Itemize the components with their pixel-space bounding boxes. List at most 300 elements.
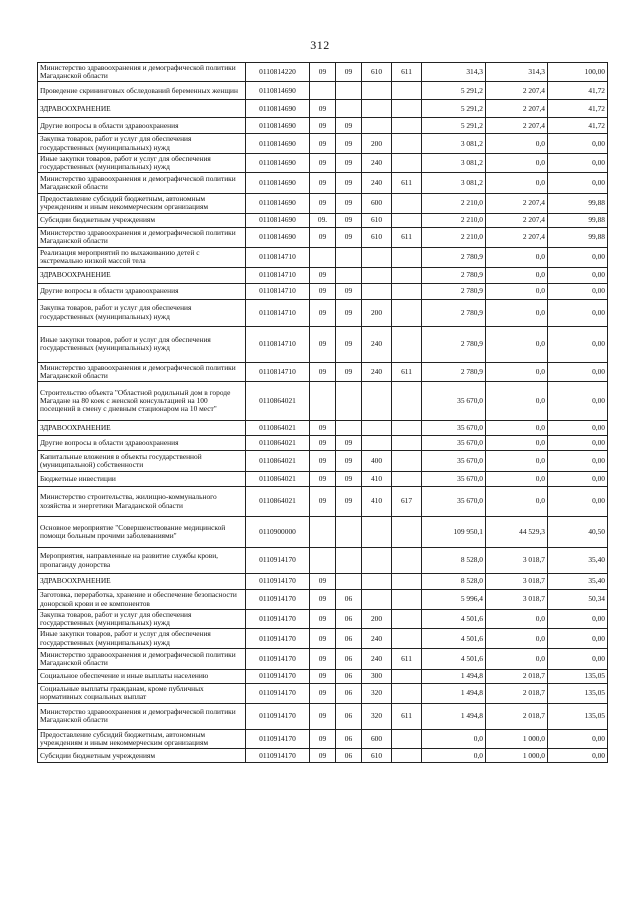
row-executed: 2 207,4 [486, 227, 548, 247]
row-planned: 35 670,0 [422, 382, 486, 421]
row-code: 0110864021 [246, 382, 310, 421]
row-section: 09 [310, 683, 336, 703]
table-row [38, 283, 608, 299]
row-executed: 2 207,4 [486, 100, 548, 118]
row-section: 09 [310, 436, 336, 451]
row-section: 09 [310, 610, 336, 629]
row-section: 09 [310, 648, 336, 669]
table-row [38, 153, 608, 172]
row-expense-type: 240 [362, 153, 392, 172]
row-expense-type: 600 [362, 194, 392, 213]
row-ministry-code [392, 574, 422, 590]
table-row [38, 749, 608, 763]
row-percent: 35,40 [548, 574, 608, 590]
row-percent: 0,00 [548, 134, 608, 153]
row-subsection [336, 548, 362, 574]
row-section: 09 [310, 451, 336, 472]
row-ministry-code: 611 [392, 648, 422, 669]
row-percent: 0,00 [548, 382, 608, 421]
table-row [38, 173, 608, 194]
row-section: 09 [310, 100, 336, 118]
row-subsection: 06 [336, 703, 362, 729]
row-expense-type: 240 [362, 362, 392, 381]
row-subsection: 09 [336, 451, 362, 472]
row-code: 0110814690 [246, 213, 310, 227]
row-code: 0110814690 [246, 194, 310, 213]
row-subsection: 09 [336, 153, 362, 172]
row-planned: 4 501,6 [422, 610, 486, 629]
row-code: 0110814710 [246, 326, 310, 362]
row-executed: 2 207,4 [486, 118, 548, 134]
row-name: Реализация мероприятий по выхаживанию детей с экстремально низкой массой тела [38, 247, 246, 267]
row-subsection: 06 [336, 683, 362, 703]
row-subsection: 09 [336, 299, 362, 326]
row-name: ЗДРАВООХРАНЕНИЕ [38, 574, 246, 590]
row-ministry-code [392, 153, 422, 172]
row-subsection: 09 [336, 487, 362, 517]
row-ministry-code [392, 590, 422, 610]
row-code: 0110914170 [246, 629, 310, 648]
table-row [38, 326, 608, 362]
row-executed: 0,0 [486, 472, 548, 487]
row-ministry-code [392, 100, 422, 118]
table-row [38, 100, 608, 118]
row-subsection: 09 [336, 134, 362, 153]
row-percent: 0,00 [548, 487, 608, 517]
row-planned: 4 501,6 [422, 629, 486, 648]
row-executed: 0,0 [486, 487, 548, 517]
row-name: Министерство строительства, жилищно-коммунального хозяйства и энергетики Магаданской области [38, 487, 246, 517]
row-percent: 0,00 [548, 283, 608, 299]
row-subsection: 09 [336, 63, 362, 82]
table-row [38, 472, 608, 487]
row-executed: 44 529,3 [486, 517, 548, 548]
row-executed: 0,0 [486, 247, 548, 267]
row-section: 09 [310, 472, 336, 487]
row-planned: 35 670,0 [422, 487, 486, 517]
table-row [38, 451, 608, 472]
row-planned: 0,0 [422, 729, 486, 748]
row-name: Иные закупки товаров, работ и услуг для обеспечения государственных (муниципальных) нужд [38, 153, 246, 172]
row-code: 0110914170 [246, 669, 310, 683]
row-name: Проведение скрининговых обследований беременных женщин [38, 82, 246, 100]
row-section: 09 [310, 421, 336, 436]
row-ministry-code [392, 267, 422, 283]
row-expense-type [362, 517, 392, 548]
row-subsection: 06 [336, 590, 362, 610]
row-executed: 0,0 [486, 629, 548, 648]
table-row [38, 118, 608, 134]
table-row [38, 213, 608, 227]
row-code: 0110814690 [246, 173, 310, 194]
row-percent: 0,00 [548, 436, 608, 451]
row-planned: 1 494,8 [422, 683, 486, 703]
row-code: 0110814710 [246, 362, 310, 381]
row-expense-type: 200 [362, 134, 392, 153]
row-executed: 0,0 [486, 326, 548, 362]
row-executed: 3 018,7 [486, 590, 548, 610]
row-ministry-code [392, 629, 422, 648]
row-executed: 0,0 [486, 299, 548, 326]
row-subsection [336, 421, 362, 436]
row-expense-type: 240 [362, 629, 392, 648]
row-planned: 4 501,6 [422, 648, 486, 669]
row-subsection [336, 247, 362, 267]
row-section: 09 [310, 153, 336, 172]
row-subsection: 09 [336, 362, 362, 381]
row-section: 09 [310, 267, 336, 283]
row-code: 0110914170 [246, 749, 310, 763]
table-row [38, 703, 608, 729]
table-row [38, 267, 608, 283]
row-code: 0110914170 [246, 610, 310, 629]
row-executed: 1 000,0 [486, 729, 548, 748]
row-percent: 0,00 [548, 610, 608, 629]
row-code: 0110864021 [246, 436, 310, 451]
row-expense-type: 600 [362, 729, 392, 748]
row-expense-type [362, 247, 392, 267]
row-section: 09 [310, 227, 336, 247]
row-percent: 135,05 [548, 703, 608, 729]
table-body [38, 63, 608, 763]
row-expense-type: 300 [362, 669, 392, 683]
row-subsection [336, 82, 362, 100]
row-executed: 2 018,7 [486, 703, 548, 729]
row-code: 0110814710 [246, 299, 310, 326]
row-code: 0110900000 [246, 517, 310, 548]
row-percent: 0,00 [548, 247, 608, 267]
row-section: 09 [310, 669, 336, 683]
row-expense-type: 240 [362, 326, 392, 362]
row-executed: 2 018,7 [486, 683, 548, 703]
row-ministry-code [392, 669, 422, 683]
table-row [38, 436, 608, 451]
row-expense-type [362, 283, 392, 299]
row-planned: 1 494,8 [422, 669, 486, 683]
row-planned: 35 670,0 [422, 451, 486, 472]
row-name: Строительство объекта "Областной родильный дом в городе Магадане на 80 коек с женской консультацией на 100 посещений в смену с дневным стационаром на 10 мест" [38, 382, 246, 421]
table-row [38, 487, 608, 517]
row-name: Социальное обеспечение и иные выплаты населению [38, 669, 246, 683]
row-planned: 2 780,9 [422, 326, 486, 362]
row-percent: 0,00 [548, 749, 608, 763]
row-planned: 8 528,0 [422, 548, 486, 574]
row-ministry-code: 611 [392, 362, 422, 381]
row-planned: 5 291,2 [422, 100, 486, 118]
row-ministry-code [392, 436, 422, 451]
row-section [310, 382, 336, 421]
row-planned: 5 291,2 [422, 118, 486, 134]
table-row [38, 669, 608, 683]
row-section: 09 [310, 118, 336, 134]
row-section: 09 [310, 283, 336, 299]
row-subsection [336, 574, 362, 590]
row-ministry-code [392, 134, 422, 153]
row-percent: 41,72 [548, 100, 608, 118]
table-row [38, 610, 608, 629]
row-planned: 109 950,1 [422, 517, 486, 548]
row-executed: 314,3 [486, 63, 548, 82]
row-name: Министерство здравоохранения и демографической политики Магаданской области [38, 362, 246, 381]
row-ministry-code [392, 213, 422, 227]
row-ministry-code [392, 382, 422, 421]
row-planned: 2 780,9 [422, 362, 486, 381]
row-section [310, 548, 336, 574]
row-section: 09. [310, 213, 336, 227]
row-name: Министерство здравоохранения и демографической политики Магаданской области [38, 63, 246, 82]
row-planned: 2 780,9 [422, 247, 486, 267]
row-ministry-code [392, 326, 422, 362]
row-code: 0110914170 [246, 729, 310, 748]
row-ministry-code [392, 421, 422, 436]
row-section: 09 [310, 749, 336, 763]
row-code: 0110864021 [246, 421, 310, 436]
row-section: 09 [310, 63, 336, 82]
row-code: 0110814690 [246, 118, 310, 134]
row-ministry-code [392, 517, 422, 548]
row-ministry-code [392, 610, 422, 629]
row-subsection: 09 [336, 118, 362, 134]
row-percent: 100,00 [548, 63, 608, 82]
row-percent: 0,00 [548, 648, 608, 669]
row-planned: 2 210,0 [422, 227, 486, 247]
row-executed: 2 207,4 [486, 213, 548, 227]
row-percent: 0,00 [548, 326, 608, 362]
row-expense-type [362, 421, 392, 436]
row-expense-type: 610 [362, 749, 392, 763]
row-subsection: 09 [336, 326, 362, 362]
row-name: Предоставление субсидий бюджетным, автономным учреждениям и иным некоммерческим организациям [38, 729, 246, 748]
row-subsection [336, 267, 362, 283]
row-subsection: 09 [336, 436, 362, 451]
row-executed: 0,0 [486, 362, 548, 381]
row-expense-type: 240 [362, 648, 392, 669]
row-ministry-code: 611 [392, 227, 422, 247]
row-expense-type: 200 [362, 610, 392, 629]
row-code: 0110914170 [246, 703, 310, 729]
row-code: 0110914170 [246, 574, 310, 590]
row-executed: 2 207,4 [486, 82, 548, 100]
row-name: Закупка товаров, работ и услуг для обеспечения государственных (муниципальных) нужд [38, 299, 246, 326]
row-name: Министерство здравоохранения и демографической политики Магаданской области [38, 703, 246, 729]
budget-table [37, 62, 608, 763]
row-subsection: 09 [336, 173, 362, 194]
table-row [38, 299, 608, 326]
row-subsection [336, 517, 362, 548]
row-subsection: 09 [336, 227, 362, 247]
row-code: 0110864021 [246, 472, 310, 487]
row-subsection: 06 [336, 669, 362, 683]
row-ministry-code [392, 118, 422, 134]
row-planned: 3 081,2 [422, 173, 486, 194]
row-executed: 0,0 [486, 153, 548, 172]
row-ministry-code: 611 [392, 173, 422, 194]
row-ministry-code [392, 451, 422, 472]
row-name: Социальные выплаты гражданам, кроме публичных нормативных социальных выплат [38, 683, 246, 703]
row-code: 0110864021 [246, 487, 310, 517]
row-planned: 3 081,2 [422, 134, 486, 153]
row-percent: 0,00 [548, 451, 608, 472]
row-code: 0110814690 [246, 153, 310, 172]
row-code: 0110814690 [246, 100, 310, 118]
row-percent: 0,00 [548, 629, 608, 648]
row-percent: 0,00 [548, 173, 608, 194]
row-executed: 0,0 [486, 382, 548, 421]
row-ministry-code: 611 [392, 63, 422, 82]
row-subsection: 06 [336, 629, 362, 648]
row-subsection: 06 [336, 729, 362, 748]
row-name: Иные закупки товаров, работ и услуг для обеспечения государственных (муниципальных) нужд [38, 629, 246, 648]
row-expense-type: 320 [362, 703, 392, 729]
table-row [38, 548, 608, 574]
row-name: Предоставление субсидий бюджетным, автономным учреждениям и иным некоммерческим организациям [38, 194, 246, 213]
row-section: 09 [310, 629, 336, 648]
row-expense-type: 610 [362, 227, 392, 247]
row-name: Капитальные вложения в объекты государственной (муниципальной) собственности [38, 451, 246, 472]
row-expense-type: 400 [362, 451, 392, 472]
row-percent: 0,00 [548, 729, 608, 748]
row-ministry-code [392, 194, 422, 213]
row-expense-type: 200 [362, 299, 392, 326]
row-subsection: 09 [336, 283, 362, 299]
row-subsection: 06 [336, 749, 362, 763]
row-subsection [336, 382, 362, 421]
row-executed: 0,0 [486, 436, 548, 451]
table-row [38, 134, 608, 153]
row-name: Другие вопросы в области здравоохранения [38, 436, 246, 451]
row-planned: 5 996,4 [422, 590, 486, 610]
row-percent: 0,00 [548, 299, 608, 326]
table-row [38, 517, 608, 548]
row-section: 09 [310, 194, 336, 213]
row-code: 0110814690 [246, 134, 310, 153]
row-planned: 8 528,0 [422, 574, 486, 590]
row-executed: 0,0 [486, 267, 548, 283]
row-executed: 0,0 [486, 134, 548, 153]
row-expense-type: 610 [362, 63, 392, 82]
row-expense-type [362, 118, 392, 134]
row-section: 09 [310, 703, 336, 729]
row-expense-type [362, 574, 392, 590]
table-row [38, 421, 608, 436]
row-percent: 41,72 [548, 118, 608, 134]
row-executed: 0,0 [486, 648, 548, 669]
row-name: Другие вопросы в области здравоохранения [38, 118, 246, 134]
row-ministry-code [392, 729, 422, 748]
row-expense-type: 410 [362, 487, 392, 517]
row-code: 0110814690 [246, 82, 310, 100]
row-subsection [336, 100, 362, 118]
table-row [38, 590, 608, 610]
row-percent: 50,34 [548, 590, 608, 610]
table-row [38, 227, 608, 247]
row-code: 0110914170 [246, 590, 310, 610]
row-planned: 2 780,9 [422, 283, 486, 299]
row-expense-type [362, 436, 392, 451]
row-code: 0110814690 [246, 227, 310, 247]
row-subsection: 06 [336, 610, 362, 629]
row-percent: 0,00 [548, 267, 608, 283]
row-expense-type [362, 82, 392, 100]
row-executed: 0,0 [486, 173, 548, 194]
row-expense-type [362, 590, 392, 610]
row-planned: 2 210,0 [422, 213, 486, 227]
row-code: 0110864021 [246, 451, 310, 472]
row-ministry-code: 611 [392, 703, 422, 729]
table-row [38, 648, 608, 669]
table-row [38, 247, 608, 267]
row-percent: 35,40 [548, 548, 608, 574]
row-name: ЗДРАВООХРАНЕНИЕ [38, 267, 246, 283]
row-section: 09 [310, 299, 336, 326]
row-executed: 3 018,7 [486, 574, 548, 590]
row-executed: 0,0 [486, 283, 548, 299]
row-name: Закупка товаров, работ и услуг для обеспечения государственных (муниципальных) нужд [38, 610, 246, 629]
row-code: 0110814710 [246, 283, 310, 299]
row-name: Министерство здравоохранения и демографической политики Магаданской области [38, 173, 246, 194]
row-section: 09 [310, 134, 336, 153]
row-executed: 3 018,7 [486, 548, 548, 574]
row-subsection: 09 [336, 194, 362, 213]
row-name: Субсидии бюджетным учреждениям [38, 213, 246, 227]
row-planned: 2 780,9 [422, 267, 486, 283]
row-section [310, 517, 336, 548]
row-executed: 0,0 [486, 610, 548, 629]
row-section: 09 [310, 574, 336, 590]
table-row [38, 729, 608, 748]
page-number: 312 [310, 38, 330, 52]
table-row [38, 362, 608, 381]
row-ministry-code [392, 683, 422, 703]
row-name: Мероприятия, направленные на развитие службы крови, пропаганду донорства [38, 548, 246, 574]
row-name: ЗДРАВООХРАНЕНИЕ [38, 421, 246, 436]
row-ministry-code [392, 299, 422, 326]
row-section: 09 [310, 729, 336, 748]
row-ministry-code [392, 472, 422, 487]
row-expense-type [362, 100, 392, 118]
row-planned: 35 670,0 [422, 472, 486, 487]
row-section: 09 [310, 362, 336, 381]
row-name: Иные закупки товаров, работ и услуг для обеспечения государственных (муниципальных) нужд [38, 326, 246, 362]
row-subsection: 06 [336, 648, 362, 669]
row-section: 09 [310, 487, 336, 517]
row-code: 0110814710 [246, 267, 310, 283]
row-planned: 0,0 [422, 749, 486, 763]
row-section: 09 [310, 173, 336, 194]
row-ministry-code [392, 283, 422, 299]
row-name: Основное мероприятие "Совершенствование медицинской помощи больным прочими заболеваниями" [38, 517, 246, 548]
row-expense-type [362, 267, 392, 283]
row-percent: 0,00 [548, 153, 608, 172]
row-name: Закупка товаров, работ и услуг для обеспечения государственных (муниципальных) нужд [38, 134, 246, 153]
table-row [38, 683, 608, 703]
row-section: 09 [310, 326, 336, 362]
row-planned: 35 670,0 [422, 421, 486, 436]
row-percent: 99,88 [548, 227, 608, 247]
row-expense-type [362, 382, 392, 421]
table-row [38, 194, 608, 213]
table-row [38, 574, 608, 590]
row-code: 0110914170 [246, 548, 310, 574]
table-row [38, 382, 608, 421]
row-percent: 0,00 [548, 421, 608, 436]
row-planned: 35 670,0 [422, 436, 486, 451]
row-planned: 2 210,0 [422, 194, 486, 213]
row-name: Заготовка, переработка, хранение и обеспечение безопасности донорской крови и ее компонентов [38, 590, 246, 610]
row-ministry-code [392, 82, 422, 100]
row-name: Бюджетные инвестиции [38, 472, 246, 487]
row-ministry-code: 617 [392, 487, 422, 517]
